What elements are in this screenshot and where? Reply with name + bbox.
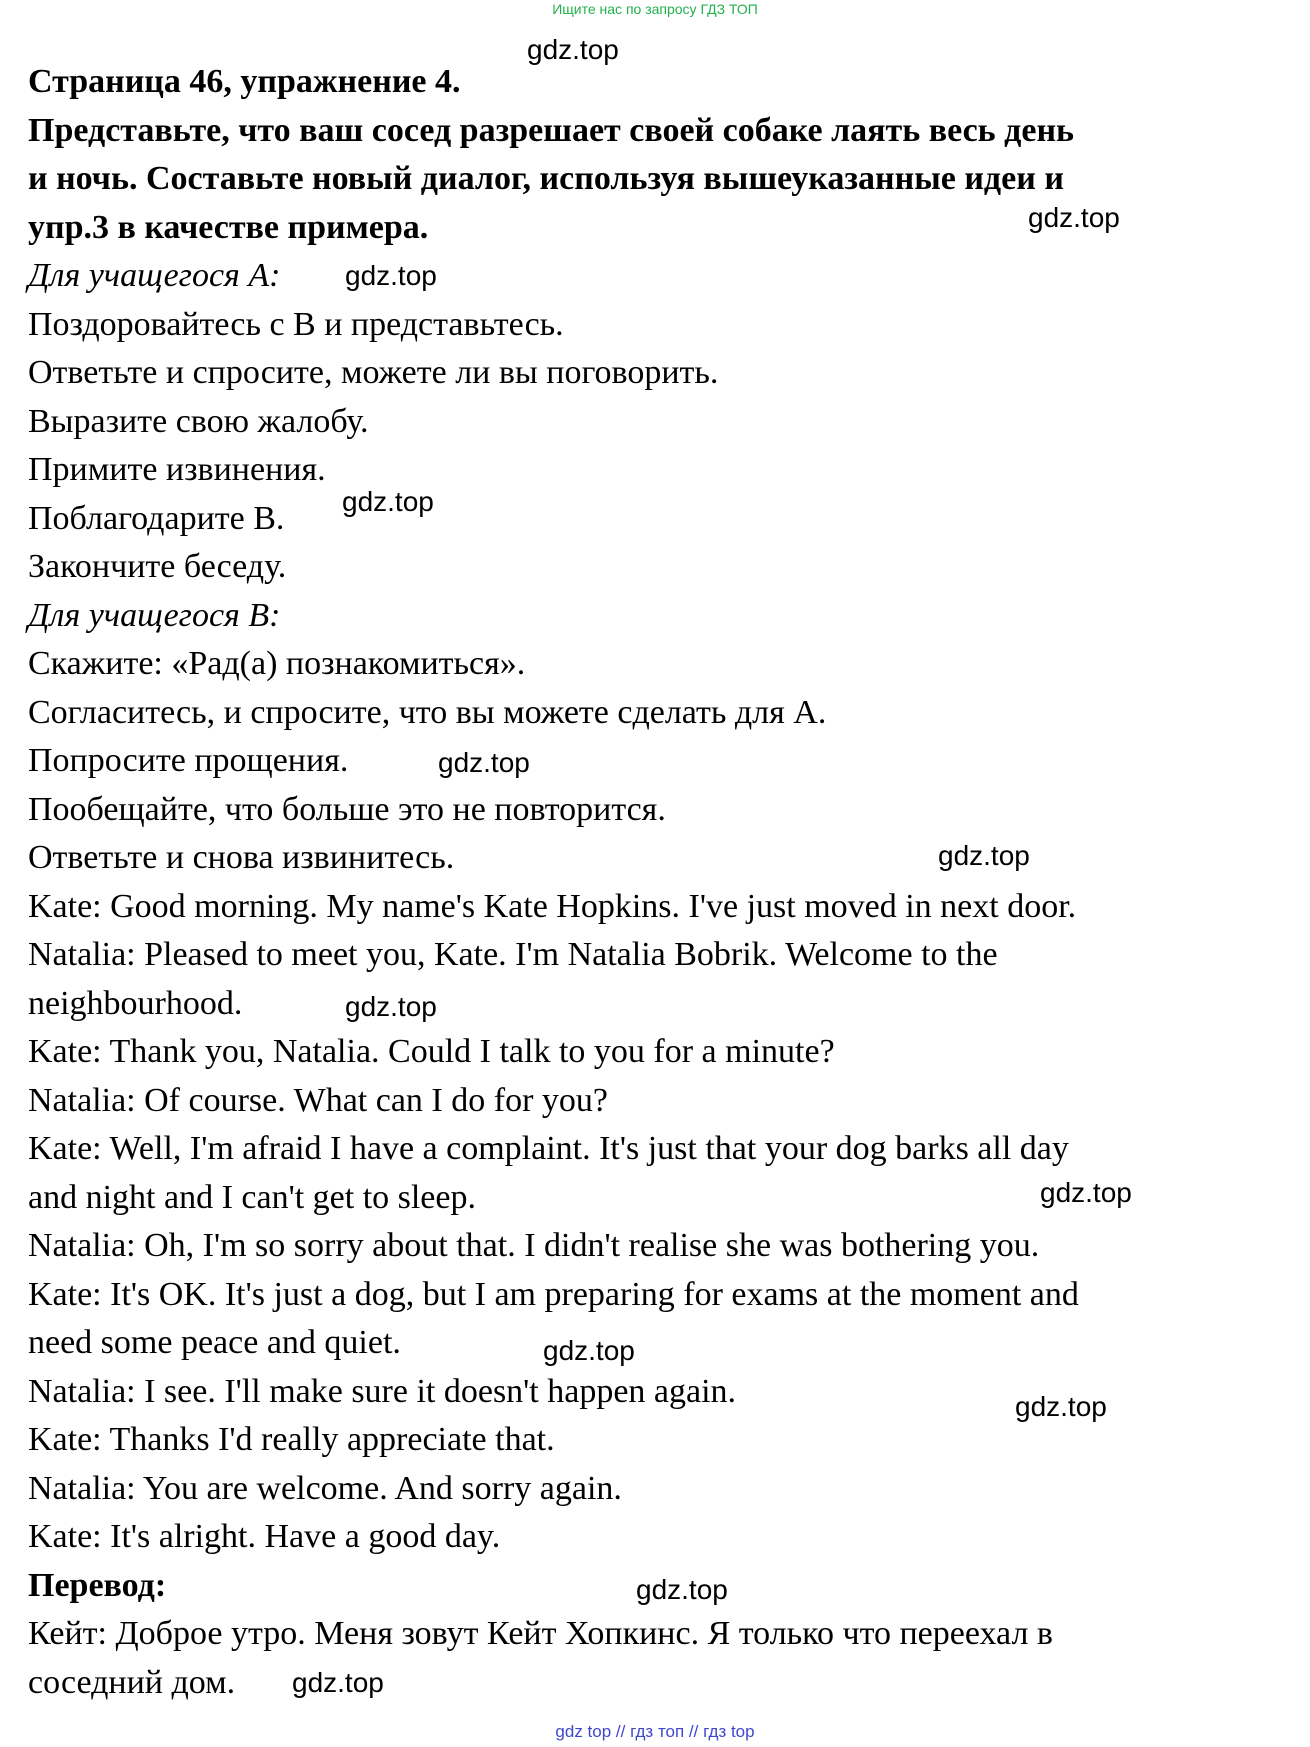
watermark: gdz.top bbox=[345, 260, 437, 291]
translation-line: соседний дом. bbox=[28, 1663, 236, 1701]
instruction-line: Примите извинения. bbox=[28, 451, 326, 488]
watermark: gdz.top bbox=[1028, 202, 1120, 233]
dialogue-line: Natalia: I see. I'll make sure it doesn't happen again. bbox=[28, 1372, 737, 1410]
dialogue-line: Kate: It's alright. Have a good day. bbox=[28, 1518, 501, 1555]
dialogue-line: and night and I can't get to sleep. bbox=[28, 1178, 476, 1216]
student-b-heading: Для учащегося B: bbox=[28, 596, 281, 634]
student-a-heading: Для учащегося A: bbox=[28, 257, 281, 294]
translation-line: Кейт: Доброе утро. Меня зовут Кейт Хопкинс. Я только что переехал в bbox=[28, 1615, 1053, 1652]
task-line: и ночь. Составьте новый диалог, используя вышеуказанные идеи и bbox=[28, 160, 1064, 197]
task-line: Представьте, что ваш сосед разрешает своей собаке лаять весь день bbox=[28, 111, 1075, 149]
dialogue-line: Natalia: Oh, I'm so sorry about that. I didn't realise she was bothering you. bbox=[28, 1227, 1040, 1264]
instruction-line: Выразите свою жалобу. bbox=[28, 402, 369, 440]
instruction-line: Согласитесь, и спросите, что вы можете сделать для A. bbox=[28, 693, 827, 731]
dialogue-line: need some peace and quiet. bbox=[28, 1324, 401, 1361]
instruction-line: Пообещайте, что больше это не повторится. bbox=[28, 790, 666, 828]
instruction-line: Ответьте и снова извинитесь. bbox=[28, 839, 455, 876]
instruction-line: Поздоровайтесь с B и представьтесь. bbox=[28, 305, 564, 343]
dialogue-line: Kate: It's OK. It's just a dog, but I am preparing for exams at the moment and bbox=[28, 1275, 1079, 1313]
dialogue-line: Natalia: Pleased to meet you, Kate. I'm Natalia Bobrik. Welcome to the bbox=[28, 936, 998, 973]
dialogue-line: Kate: Thank you, Natalia. Could I talk to you for a minute? bbox=[28, 1033, 835, 1070]
footer-links: gdz top // гдз топ // гдз top bbox=[555, 1722, 755, 1741]
instruction-line: Поблагодарите B. bbox=[28, 499, 285, 537]
task-line: упр.3 в качестве примера. bbox=[28, 208, 429, 246]
dialogue-line: neighbourhood. bbox=[28, 984, 243, 1022]
instruction-line: Скажите: «Рад(а) познакомиться». bbox=[28, 645, 526, 682]
watermark: gdz.top bbox=[345, 991, 437, 1022]
dialogue-line: Natalia: Of course. What can I do for you? bbox=[28, 1081, 608, 1119]
dialogue-line: Kate: Thanks I'd really appreciate that. bbox=[28, 1421, 555, 1458]
watermark: gdz.top bbox=[527, 34, 619, 65]
page-title: Страница 46, упражнение 4. bbox=[28, 63, 461, 100]
watermark: gdz.top bbox=[438, 747, 530, 778]
watermark: gdz.top bbox=[636, 1574, 728, 1605]
watermark: gdz.top bbox=[1040, 1177, 1132, 1208]
watermark: gdz.top bbox=[292, 1667, 384, 1698]
dialogue-line: Natalia: You are welcome. And sorry again. bbox=[28, 1469, 622, 1507]
instruction-line: Ответьте и спросите, можете ли вы поговорить. bbox=[28, 354, 719, 391]
exercise-text bbox=[28, 58, 1288, 1707]
watermark: gdz.top bbox=[938, 840, 1030, 871]
translation-heading: Перевод: bbox=[28, 1566, 167, 1604]
search-banner: Ищите нас по запросу ГДЗ ТОП bbox=[552, 1, 758, 17]
watermark: gdz.top bbox=[1015, 1391, 1107, 1422]
instruction-line: Закончите беседу. bbox=[28, 548, 287, 585]
dialogue-line: Kate: Good morning. My name's Kate Hopkins. I've just moved in next door. bbox=[28, 887, 1077, 925]
dialogue-line: Kate: Well, I'm afraid I have a complaint. It's just that your dog barks all day bbox=[28, 1130, 1069, 1167]
instruction-line: Попросите прощения. bbox=[28, 742, 349, 779]
watermark: gdz.top bbox=[342, 486, 434, 517]
watermark: gdz.top bbox=[543, 1335, 635, 1366]
